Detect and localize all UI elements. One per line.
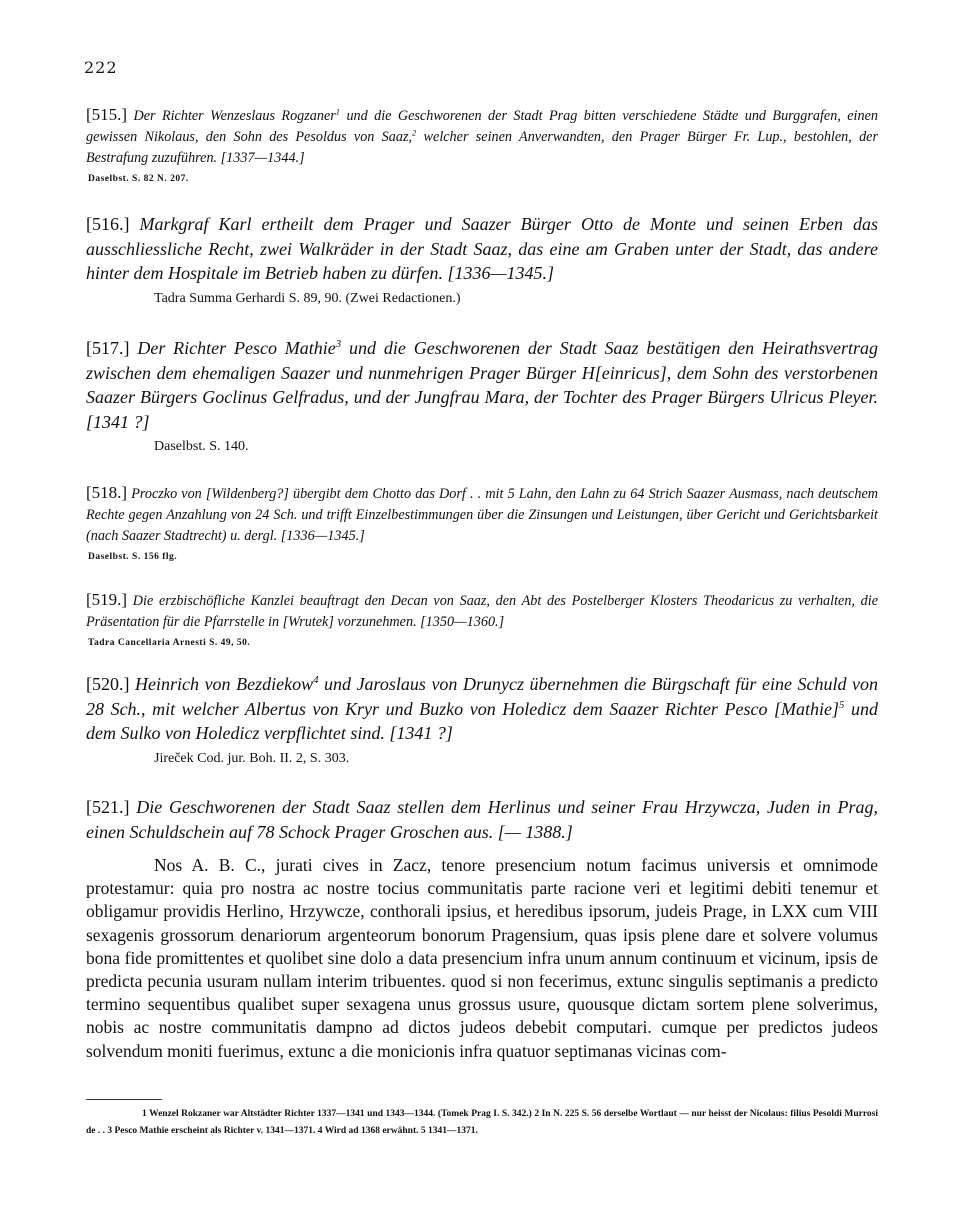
heading-text: und dem Sulko von Holedicz verpflichtet sind. [1341 ?] [86,698,879,743]
entry-number: [519.] [86,590,128,609]
heading-text: Der Richter Pesco Mathie [129,338,336,358]
footnote-ref: 4 [313,674,319,686]
entry-heading [86,795,878,844]
latin-document-text: Nos A. B. C., jurati cives in Zacz, tenore presencium notum facimus universis et omnimode protestamur: quia pro nostra ac nostre tocius communitatis parte racione veri et legitimi debiti tenemur et obligamur providis Herlino, Hrzywcze, conthorali ipsius, et heredibus ipsorum, judeis Prage, in LXX cum VIII sexagenis grossorum denariorum argenteorum bonorum Pragensium, quas ipsis plene dare et solvere volumus bona fide promittentes et quolibet sine dolo a data presencium infra unum annum continuum et vicinum, ipsis de predicta pecunia usuram nullam interim tribuentes. quod si non fecerimus, extunc singulis septimanis a predicto termino sequentibus qualibet super sexagena unus grossus usure, quousque dictam sortem plene solverimus, nobis ac nostre communitatis dampno ad dictos judeos debebit computari. cumque per predictos judeos solvendum moniti fuerimus, extunc a die monicionis infra quatuor septimanas vicinas com- [86,855,878,1061]
footnote-divider [86,1099,162,1100]
entry-heading [86,104,878,169]
entry-number: [521.] [86,797,130,817]
entry-516 [86,212,878,307]
entry-number: [516.] [86,214,130,234]
heading-text: Die Geschworenen der Stadt Saaz stellen dem Herlinus und seiner Frau Hrzywcza, Juden in Prag, einen Schuldschein auf 78 Schock Prager Groschen aus. [— 1388.] [86,797,878,842]
heading-text: welcher seinen Anverwandten, den Prager Bürger Fr. Lup., bestohlen, der Bestrafung zuzuführen. [1337—1344.] [86,129,878,166]
heading-text: und die Geschworenen der Stadt Prag bitten verschiedene Städte und Burggrafen, einen gewissen Nikolaus, den Sohn des Pesoldus von Saaz, [86,108,878,145]
heading-text: Heinrich von Bezdiekow [129,674,314,694]
entry-source: Daselbst. S. 82 N. 207. [88,174,189,184]
page-number: 222 [84,58,118,77]
entry-heading [86,672,878,746]
entry-heading [86,589,878,633]
footnotes: 1 Wenzel Rokzaner war Altstädter Richter 1337—1341 und 1343—1344. (Tomek Prag I. S. 342.) 2 In N. 225 S. 56 derselbe Wortlaut — nur heisst der Nicolaus: filius Pesoldi Murrosi de . . 3 Pesco Mathie erscheint als Richter v. 1341—1371. 4 Wird ad 1368 erwähnt. 5 1341—1371. [86,1109,878,1136]
entry-number: [520.] [86,674,130,694]
entry-heading [86,336,878,434]
heading-text: und die Geschworenen der Stadt Saaz bestätigen den Heirathsvertrag zwischen dem ehemaligen Saazer und nunmehrigen Prager Bürger H[einricus], dem Sohn des verstorbenen Saazer Bürgers Goclinus Gelfradus, und der Jungfrau Mara, der Tochter des Prager Bürgers Ulricus Pleyer. [1341 ?] [86,338,879,432]
entry-source: Jireček Cod. jur. Boh. II. 2, S. 303. [154,750,350,766]
entry-519 [86,589,878,648]
entry-520 [86,672,878,767]
entry-heading [86,482,878,547]
heading-text: Proczko von [Wildenberg?] übergibt dem Chotto das Dorf . . mit 5 Lahn, den Lahn zu 64 Strich Saazer Ausmass, nach deutschem Rechte gegen Anzahlung von 24 Sch. und trifft Einzelbestimmungen über die Zinsungen und Leistungen, über Gericht und Gerichtsbarkeit (nach Saazer Stadtrecht) u. dergl. [1336—1345.] [86,486,878,544]
entry-number: [517.] [86,338,130,358]
footnote-ref: 5 [839,698,845,711]
entry-521 [86,795,878,844]
heading-text: Markgraf Karl ertheilt dem Prager und Saazer Bürger Otto de Monte und seinen Erben das ausschliessliche Recht, zwei Walkräder in der Stadt Saaz, das eine am Graben unter der Stadt, das andere hinter dem Hospitale im Betrieb haben zu dürfen. [1336—1345.] [86,214,878,283]
entry-number: [518.] [86,483,128,502]
entry-517 [86,336,878,455]
footnote-ref: 3 [335,338,342,350]
heading-text: Die erzbischöfliche Kanzlei beauftragt den Decan von Saaz, den Abt des Postelberger Klosters Theodaricus zu verhalten, die Präsentation für die Pfarrstelle in [Wrutek] vorzunehmen. [1350—1360.] [86,593,878,630]
footnote-ref: 2 [412,127,417,138]
heading-text: Der Richter Wenzeslaus Rogzaner [127,108,336,124]
entry-source: Tadra Cancellaria Arnesti S. 49, 50. [88,638,251,648]
entry-518 [86,482,878,562]
entry-source: Daselbst. S. 140. [154,439,249,454]
entry-heading [86,212,878,286]
entry-515 [86,104,878,184]
entry-source: Tadra Summa Gerhardi S. 89, 90. (Zwei Redactionen.) [154,290,461,306]
entry-source: Daselbst. S. 156 flg. [88,552,178,562]
entry-number: [515.] [86,105,128,124]
heading-text: und Jaroslaus von Drunycz übernehmen die Bürgschaft für eine Schuld von 28 Sch., mit welcher Albertus von Kryr und Buzko von Holedicz dem Saazer Richter Pesco [Mathie] [86,674,878,719]
footnote-ref: 1 [335,106,341,117]
